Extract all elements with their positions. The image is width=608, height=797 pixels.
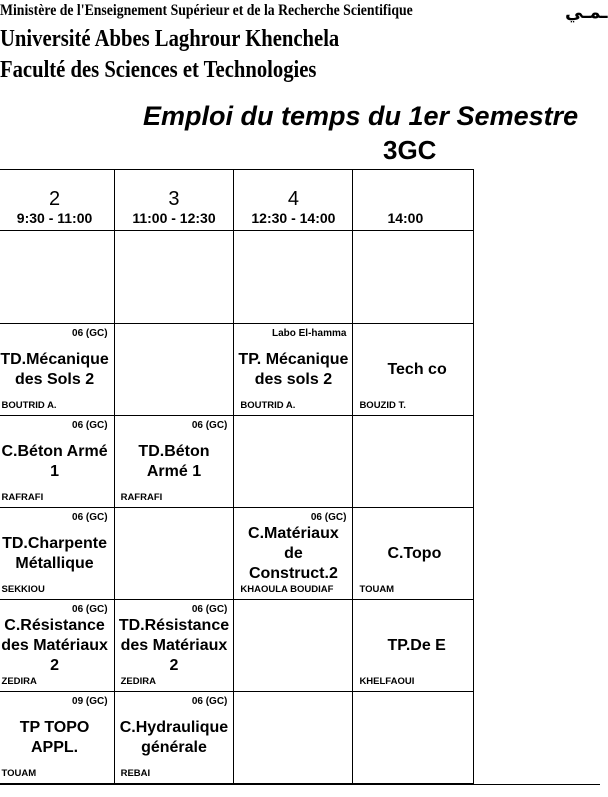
session-teacher: KHELFAOUI [359, 676, 415, 687]
session-room: 06 (GC) [191, 420, 228, 431]
slot-time: 14:00 [387, 210, 424, 226]
slot-number: 4 [287, 188, 299, 210]
session-teacher: ZEDIRA [1, 676, 37, 687]
session-cell [353, 508, 474, 600]
table-row [0, 416, 474, 508]
table-row [0, 508, 474, 600]
timetable-body [0, 170, 474, 784]
session-subject [115, 324, 234, 415]
session-cell [353, 600, 474, 692]
session-cell [0, 508, 114, 600]
session-cell [114, 416, 234, 508]
session-subject [0, 231, 114, 323]
session-teacher: TOUAM [1, 768, 37, 779]
session-subject [234, 692, 352, 783]
time-slot-header [234, 170, 353, 231]
session-subject [115, 231, 234, 323]
table-row [0, 692, 474, 784]
table-row [0, 600, 474, 692]
session-cell [114, 600, 234, 692]
session-room: 06 (GC) [191, 604, 228, 615]
arabic-header-fragment: ـمـي [565, 2, 608, 23]
session-room: 06 (GC) [72, 328, 108, 339]
session-cell [234, 416, 353, 508]
session-cell [0, 324, 114, 416]
session-cell [234, 692, 353, 784]
session-teacher: KHAOULA BOUDIAF [240, 584, 334, 595]
university-name: Université Abbes Laghrour Khenchela [0, 26, 340, 52]
session-subject [234, 231, 352, 323]
session-cell [234, 324, 353, 416]
session-subject: TD.Mécanique des Sols 2 [0, 350, 109, 388]
session-teacher: ZEDIRA [120, 676, 156, 687]
session-room: 06 (GC) [191, 696, 228, 707]
session-cell [353, 324, 474, 416]
session-subject [234, 600, 352, 691]
session-room: 06 (GC) [72, 420, 108, 431]
class-name: 3GC [383, 135, 437, 165]
session-cell [114, 692, 234, 784]
page-bottom-rule [0, 784, 600, 785]
session-teacher: REBAI [120, 768, 151, 779]
session-cell [0, 231, 114, 324]
faculty-name: Faculté des Sciences et Technologies [0, 57, 317, 83]
session-cell [114, 324, 234, 416]
session-subject: TP.De E [387, 636, 446, 654]
session-cell [114, 508, 234, 600]
slot-number: 2 [48, 188, 61, 210]
session-subject: TD.Résistance des Matériaux 2 [118, 616, 230, 674]
session-cell [0, 600, 114, 692]
session-subject: C.Béton Armé 1 [1, 442, 108, 480]
session-teacher: RAFRAFI [1, 492, 44, 503]
session-teacher: BOUTRID A. [240, 400, 296, 411]
table-row [0, 324, 474, 416]
table-row [0, 231, 474, 324]
session-room: 06 (GC) [72, 512, 108, 523]
session-subject [234, 416, 352, 507]
session-room: 06 (GC) [72, 604, 108, 615]
session-subject [353, 692, 473, 783]
session-cell [353, 231, 474, 324]
session-subject: C.Topo [387, 544, 442, 562]
session-cell [114, 231, 234, 324]
session-subject [353, 231, 473, 323]
session-cell [0, 416, 114, 508]
session-subject [353, 416, 473, 507]
session-subject: C.Matériaux de Construct.2 [248, 524, 339, 582]
header-row [0, 170, 474, 231]
session-room: 09 (GC) [72, 696, 108, 707]
session-room: Labo El-hamma [271, 328, 347, 339]
slot-time: 11:00 - 12:30 [132, 210, 216, 226]
session-subject: C.Résistance des Matériaux 2 [1, 616, 108, 674]
session-teacher: RAFRAFI [120, 492, 163, 503]
session-subject: TD.Béton Armé 1 [138, 442, 210, 480]
session-cell [234, 508, 353, 600]
session-subject [115, 508, 234, 599]
session-cell [234, 231, 353, 324]
session-teacher: TOUAM [359, 584, 395, 595]
slot-number: 3 [168, 188, 180, 210]
session-cell [0, 692, 114, 784]
session-subject: TD.Charpente Métallique [2, 534, 107, 572]
session-subject: TP. Mécanique des sols 2 [238, 350, 349, 388]
slot-time: 12:30 - 14:00 [251, 210, 336, 226]
time-slot-header [114, 170, 234, 231]
time-slot-header [353, 170, 474, 231]
session-cell [234, 600, 353, 692]
time-slot-header [0, 170, 114, 231]
session-cell [353, 692, 474, 784]
session-teacher: BOUTRID A. [1, 400, 57, 411]
slot-time: 9:30 - 11:00 [16, 210, 93, 226]
session-subject: Tech co [387, 360, 447, 378]
session-teacher: BOUZID T. [359, 400, 406, 411]
timetable [0, 169, 474, 784]
session-subject: C.Hydraulique générale [119, 718, 229, 756]
session-teacher: SEKKIOU [1, 584, 45, 595]
page-title: Emploi du temps du 1er Semestre [143, 101, 579, 131]
session-subject: TP TOPO APPL. [19, 718, 90, 756]
ministry-line: Ministère de l'Enseignement Supérieur et de la Recherche Scientifique [0, 2, 413, 19]
session-cell [353, 416, 474, 508]
session-room: 06 (GC) [310, 512, 347, 523]
